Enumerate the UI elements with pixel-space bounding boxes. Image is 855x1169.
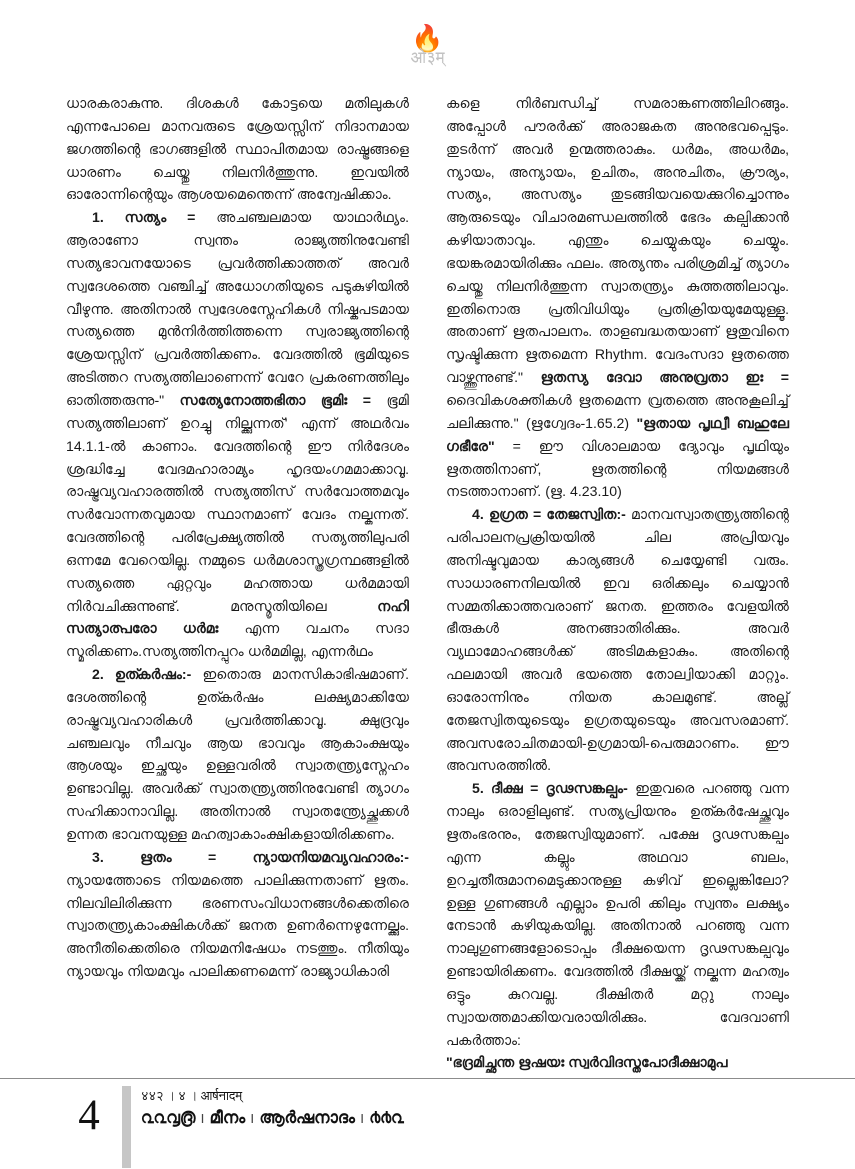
sanskrit-quote: ഋതസ്യ ദേവാ അനുവ്രതാ ഇഃ = — [540, 369, 789, 386]
body-text: അചഞ്ചലമായ യാഥാർഥ്യം. ആരാണോ സ്വന്തം രാജ്യത്തിനുവേണ്ടി സത്യഭാവനയോടെ പ്രവർത്തിക്കാത്തത് അവർ സ്വദേശത്തെ വഞ്ചിച്ച് അധോഗതിയുടെ പടുകുഴിയിൽ വീഴുന്നു. അതിനാൽ സ്വദേശസ്നേഹികൾ നിഷ്കപടമായ സത്യത്തെ മുൻനിർത്തിത്തന്നെ സ്വരാജ്യത്തിന്റെ ശ്രേയസ്സിന് പ്രവർത്തിക്കണം. വേദത്തിൽ ഭൂമിയുടെ അടിത്തറ സത്യത്തിലാണെന്ന് വേറേ പ്രകരണത്തിലും ഓതിത്തരുന്നു-" — [66, 209, 410, 408]
sanskrit-quote: 3. ഋതം = ന്യായനിയമവ്യവഹാരം:- — [92, 848, 409, 865]
body-text: എന്ന വചനം സദാ സ്മരിക്കണം.സത്യത്തിനപ്പുറം ധർമമില്ല, എന്നർഥം — [66, 620, 410, 660]
sanskrit-quote: നഹി സത്യാത്പരോ ധർമഃ — [66, 597, 409, 637]
p-satyam — [66, 206, 409, 663]
sanskrit-quote: സത്യേനോത്തഭിതാ ഭൂമിഃ = — [179, 391, 371, 408]
p-ugrata — [446, 503, 789, 777]
footer-mal-month: മീനം — [209, 1109, 246, 1127]
footer-mal-year: ൨൨൮൫ — [141, 1109, 196, 1127]
p-rutam — [66, 846, 409, 983]
p-deeksha — [446, 777, 789, 1051]
footer-mal-sep-3: । — [357, 1109, 367, 1127]
sanskrit-quote: 4. ഉഗ്രത = തേജസ്വിത:- — [472, 506, 626, 523]
left-column — [66, 92, 409, 1060]
p-right-continuation — [446, 92, 789, 503]
footer-accent-bar — [122, 1086, 131, 1168]
body-text: ന്യായത്തോടെ നിയമത്തെ പാലിക്കുന്നതാണ് ഋതം. നിലവിലിരിക്കുന്ന ഭരണസംവിധാനങ്ങൾക്കെതിരെ സ്വാതന്ത്ര്യകാംക്ഷികൾക്ക് ജനത ഉണർന്നെഴുന്നേല്ക്കും. അനീതിക്കെതിരെ നിയമനിഷേധം നടത്തും. നീതിയും ന്യായവും നിയമവും പാലിക്കണമെന്ന് രാജ്യാധികാരി — [66, 871, 409, 980]
footer-mal-publication: ആർഷനാദം — [259, 1109, 355, 1127]
p-utkarsham — [66, 663, 409, 846]
om-emblem — [410, 26, 444, 67]
folio-number: 4 — [78, 1092, 100, 1139]
masthead — [0, 26, 855, 88]
body-text: ഇതുവരെ പറഞ്ഞു വന്ന നാലും ഒരാളിലുണ്ട്. സത്യപ്രിയനും ഉത്കർഷേച്ഛുവും ഋതംഭരനും, തേജസ്വിയുമാണ്. പക്ഷേ ദൃഢസങ്കല്പം എന്ന കല്ലും അഥവാ ബലം, ഉറച്ചതീരുമാനമെടുക്കാനുള്ള കഴിവ് ഇല്ലെങ്കിലോ? ഉള്ള ഗുണങ്ങൾ എല്ലാം ഉപരി ക്കിലും സ്വന്തം ലക്ഷ്യം നേടാൻ കഴിയുകയില്ല. അതിനാൽ പറഞ്ഞു വന്ന നാലുഗുണങ്ങളോടൊപ്പം ദീക്ഷയെന്ന ദൃഢസങ്കല്പവും ഉണ്ടായിരിക്കണം. വേദത്തിൽ ദീക്ഷയ്ക്ക് നല്കുന്ന മഹത്വം ഒട്ടും കുറവല്ല. ദീക്ഷിതർ മറ്റു നാലും സ്വായത്തമാക്കിയവരായിരിക്കും. വേദവാണി പകർത്താം: — [446, 780, 789, 1048]
footer-dev-issue: ४ — [178, 1089, 186, 1104]
flame-icon: 🔥 — [411, 24, 444, 53]
page-footer — [0, 1079, 855, 1169]
footer-dev-page: ४४२ — [141, 1089, 164, 1104]
body-text: ധാരകരാകുന്നു. ദിശകൾ കോട്ടയെ മതിലുകൾ എന്നപോലെ മാനവരുടെ ശ്രേയസ്സിന് നിദാനമായ ജഗത്തിന്റെ ഭാഗങ്ങളിൽ സ്ഥാപിതമായ രാഷ്ട്രങ്ങളെ ധാരണം ചെയ്തു നിലനിർത്തുന്നു. ഇവയിൽ ഓരോന്നിന്റെയും ആശയമെന്തെന്ന് അന്വേഷിക്കാം. — [66, 95, 409, 203]
sanskrit-quote: "ഭദ്രമിച്ഛന്ത ഋഷയഃ സ്വർവിദസ്തപോദീക്ഷാമുപ — [446, 1054, 728, 1071]
body-text: ഇതൊരു മാനസികാഭിഷമാണ്. ദേശത്തിന്റെ ഉത്കർഷം ലക്ഷ്യമാക്കിയേ രാഷ്ട്രവ്യവഹാരികൾ പ്രവർത്തിക്കാവൂ. ക്ഷുദ്രവും ചഞ്ചലവും നീചവും ആയ ഭാവവും ആകാംക്ഷയും ആശയും ഇച്ഛയും ഉള്ളവരിൽ സ്വാതന്ത്ര്യസ്നേഹം ഉണ്ടാവില്ല. അവർക്ക് സ്വാതന്ത്ര്യത്തിനുവേണ്ടി ത്യാഗം സഹിക്കാനാവില്ല. അതിനാൽ സ്വാതന്ത്ര്യേച്ഛുക്കൾ ഉന്നത ഭാവനയുള്ള മഹത്വാകാംക്ഷികളായിരിക്കണം. — [66, 666, 409, 842]
right-column — [446, 92, 789, 1071]
body-text: ദൈവികശക്തികൾ ഋതമെന്ന വ്രതത്തെ അനുകൂലിച്ച് ചലിക്കുന്നു." — [446, 391, 789, 431]
body-text: = ഈ വിശാലമായ ദ്യോവും പൃഥിയും ഋതത്തിനാണ്, ഋതത്തിന്റെ നിയമങ്ങൾ നടത്താനാണ്. — [446, 437, 789, 500]
sanskrit-quote: "ഋതായ പൃഥ്വീ ബഹുലേ ഗഭീരേ" — [446, 414, 789, 454]
sanskrit-quote: 1. സത്യം = — [92, 209, 217, 226]
scripture-citation: (ഋ. 4.23.10) — [545, 483, 622, 500]
sanskrit-quote: 2. ഉത്കർഷം:- — [92, 666, 192, 683]
body-text: . വേദംസദാ ഋതത്തെ വാഴ്ത്തുന്നുണ്ട്." — [446, 346, 789, 386]
body-columns — [66, 92, 789, 1071]
om-glyph: ओ३म् — [410, 48, 445, 68]
footer-mal-sep-1: । — [198, 1109, 207, 1127]
body-text: കളെ നിർബന്ധിച്ച് സമരാങ്കണത്തിലിറങ്ങും. അപ്പോൾ പൗരർക്ക് അരാജകത അനുഭവപ്പെടും. തുടർന്ന് അവർ ഉന്മത്തരാകും. ധർമം, അധർമം, ന്യായം, അന്യായം, ഉചിതം, അനുചിതം, ക്രൗര്യം, സത്യം, അസത്യം തുടങ്ങിയവയെക്കുറിച്ചൊന്നും ആരുടെയും വിചാരമണ്ഡലത്തിൽ ഭേദം കല്പിക്കാൻ കഴിയാതാവും. എന്തും ചെയ്യുകയും ചെയ്യും. ഭയങ്കരമായിരിക്കും ഫലം. അത്യന്തം പരിശ്രമിച്ച് ത്യാഗം ചെയ്തു നിലനിർത്തുന്ന സ്വാതന്ത്ര്യം കുത്തത്തിലാവും. ഇതിനൊരു പ്രതിവിധിയും പ്രതിക്രിയയുമേയുള്ളൂ. അതാണ് ഋതപാലനം. താളബദ്ധതയാണ് ഋതുവിനെ സൃഷ്ടിക്കുന്ന ഋതമെന്ന — [446, 95, 789, 363]
body-text: ഭൂമി സത്യത്തിലാണ് ഉറച്ചു നില്ക്കുന്നത്' എന്ന് അഥർവം 14.1.1-ൽ കാണാം. വേദത്തിന്റെ ഈ നിർദേശം ശ്രദ്ധിച്ചേ വേദമഹാരാമ്യം ഹൃദയംഗമമാക്കാവൂ. രാഷ്ട്രവ്യവഹാരത്തിൽ സത്യത്തിസ് സർവോത്തമവും സർവോന്നതവുമായ സ്ഥാനമാണ് വേദം നല്കുന്നത്. വേദത്തിന്റെ പരിപ്രേക്ഷ്യത്തിൽ സത്യത്തിലുപരി ഒന്നമേ വേറെയില്ല. നമ്മുടെ ധർമശാസ്ത്രഗ്രന്ഥങ്ങളിൽ സത്യത്തെ ഏറ്റവും മഹത്തായ ധർമമായി നിർവചിക്കുന്നുണ്ട്. മനുസ്മൃതിയിലെ — [66, 391, 409, 614]
footer-line-malayalam — [141, 1107, 404, 1129]
body-text: മാനവസ്വാതന്ത്ര്യത്തിന്റെ പരിപാലനപ്രക്രിയയിൽ ചില അപ്രിയവും അനിഷ്ടവുമായ കാര്യങ്ങൾ ചെയ്യേണ്ടി വരും. സാധാരണനിലയിൽ ഇവ ഒരിക്കലും ചെയ്യാൻ സമ്മതിക്കാത്തവരാണ് ജനത. ഇത്തരം വേളയിൽ ഭീരുകൾ അനങ്ങാതിരിക്കും. അവർ വ്യഥാമോഹങ്ങൾക്ക് അടിമകളാകും. അതിന്റെ ഫലമായി അവർ ഭയത്തെ തോല്വിയാക്കി മാറ്റും. ഓരോന്നിനും നിയത കാലമുണ്ട്. അല്ല് തേജസ്വിതയുടെയും ഉഗ്രതയുടെയും അവസരമാണ്. അവസരോചിതമായി-ഉഗ്രമായി-പെരുമാറണം. ഈ അവസരത്തിൽ. — [446, 506, 789, 774]
footer-dev-publication: आर्षनादम् — [200, 1089, 243, 1104]
footer-mal-sep-2: । — [248, 1109, 257, 1127]
scripture-citation: (ഋഗ്വേദം-1.65.2) — [525, 414, 630, 431]
footer-line-devanagari — [141, 1088, 404, 1106]
p-continuation — [66, 92, 409, 206]
footer-mal-page: ൪൪൨ — [369, 1109, 404, 1127]
latin-term: Rhythm — [594, 346, 644, 363]
footer-dev-sep-2: । — [188, 1089, 198, 1104]
sanskrit-quote: 5. ദീക്ഷ = ദൃഢസങ്കല്പം- — [472, 780, 628, 797]
footer-text-block — [141, 1088, 404, 1129]
footer-dev-sep-1: । — [166, 1089, 176, 1104]
p-vedavani-quote — [446, 1051, 789, 1074]
